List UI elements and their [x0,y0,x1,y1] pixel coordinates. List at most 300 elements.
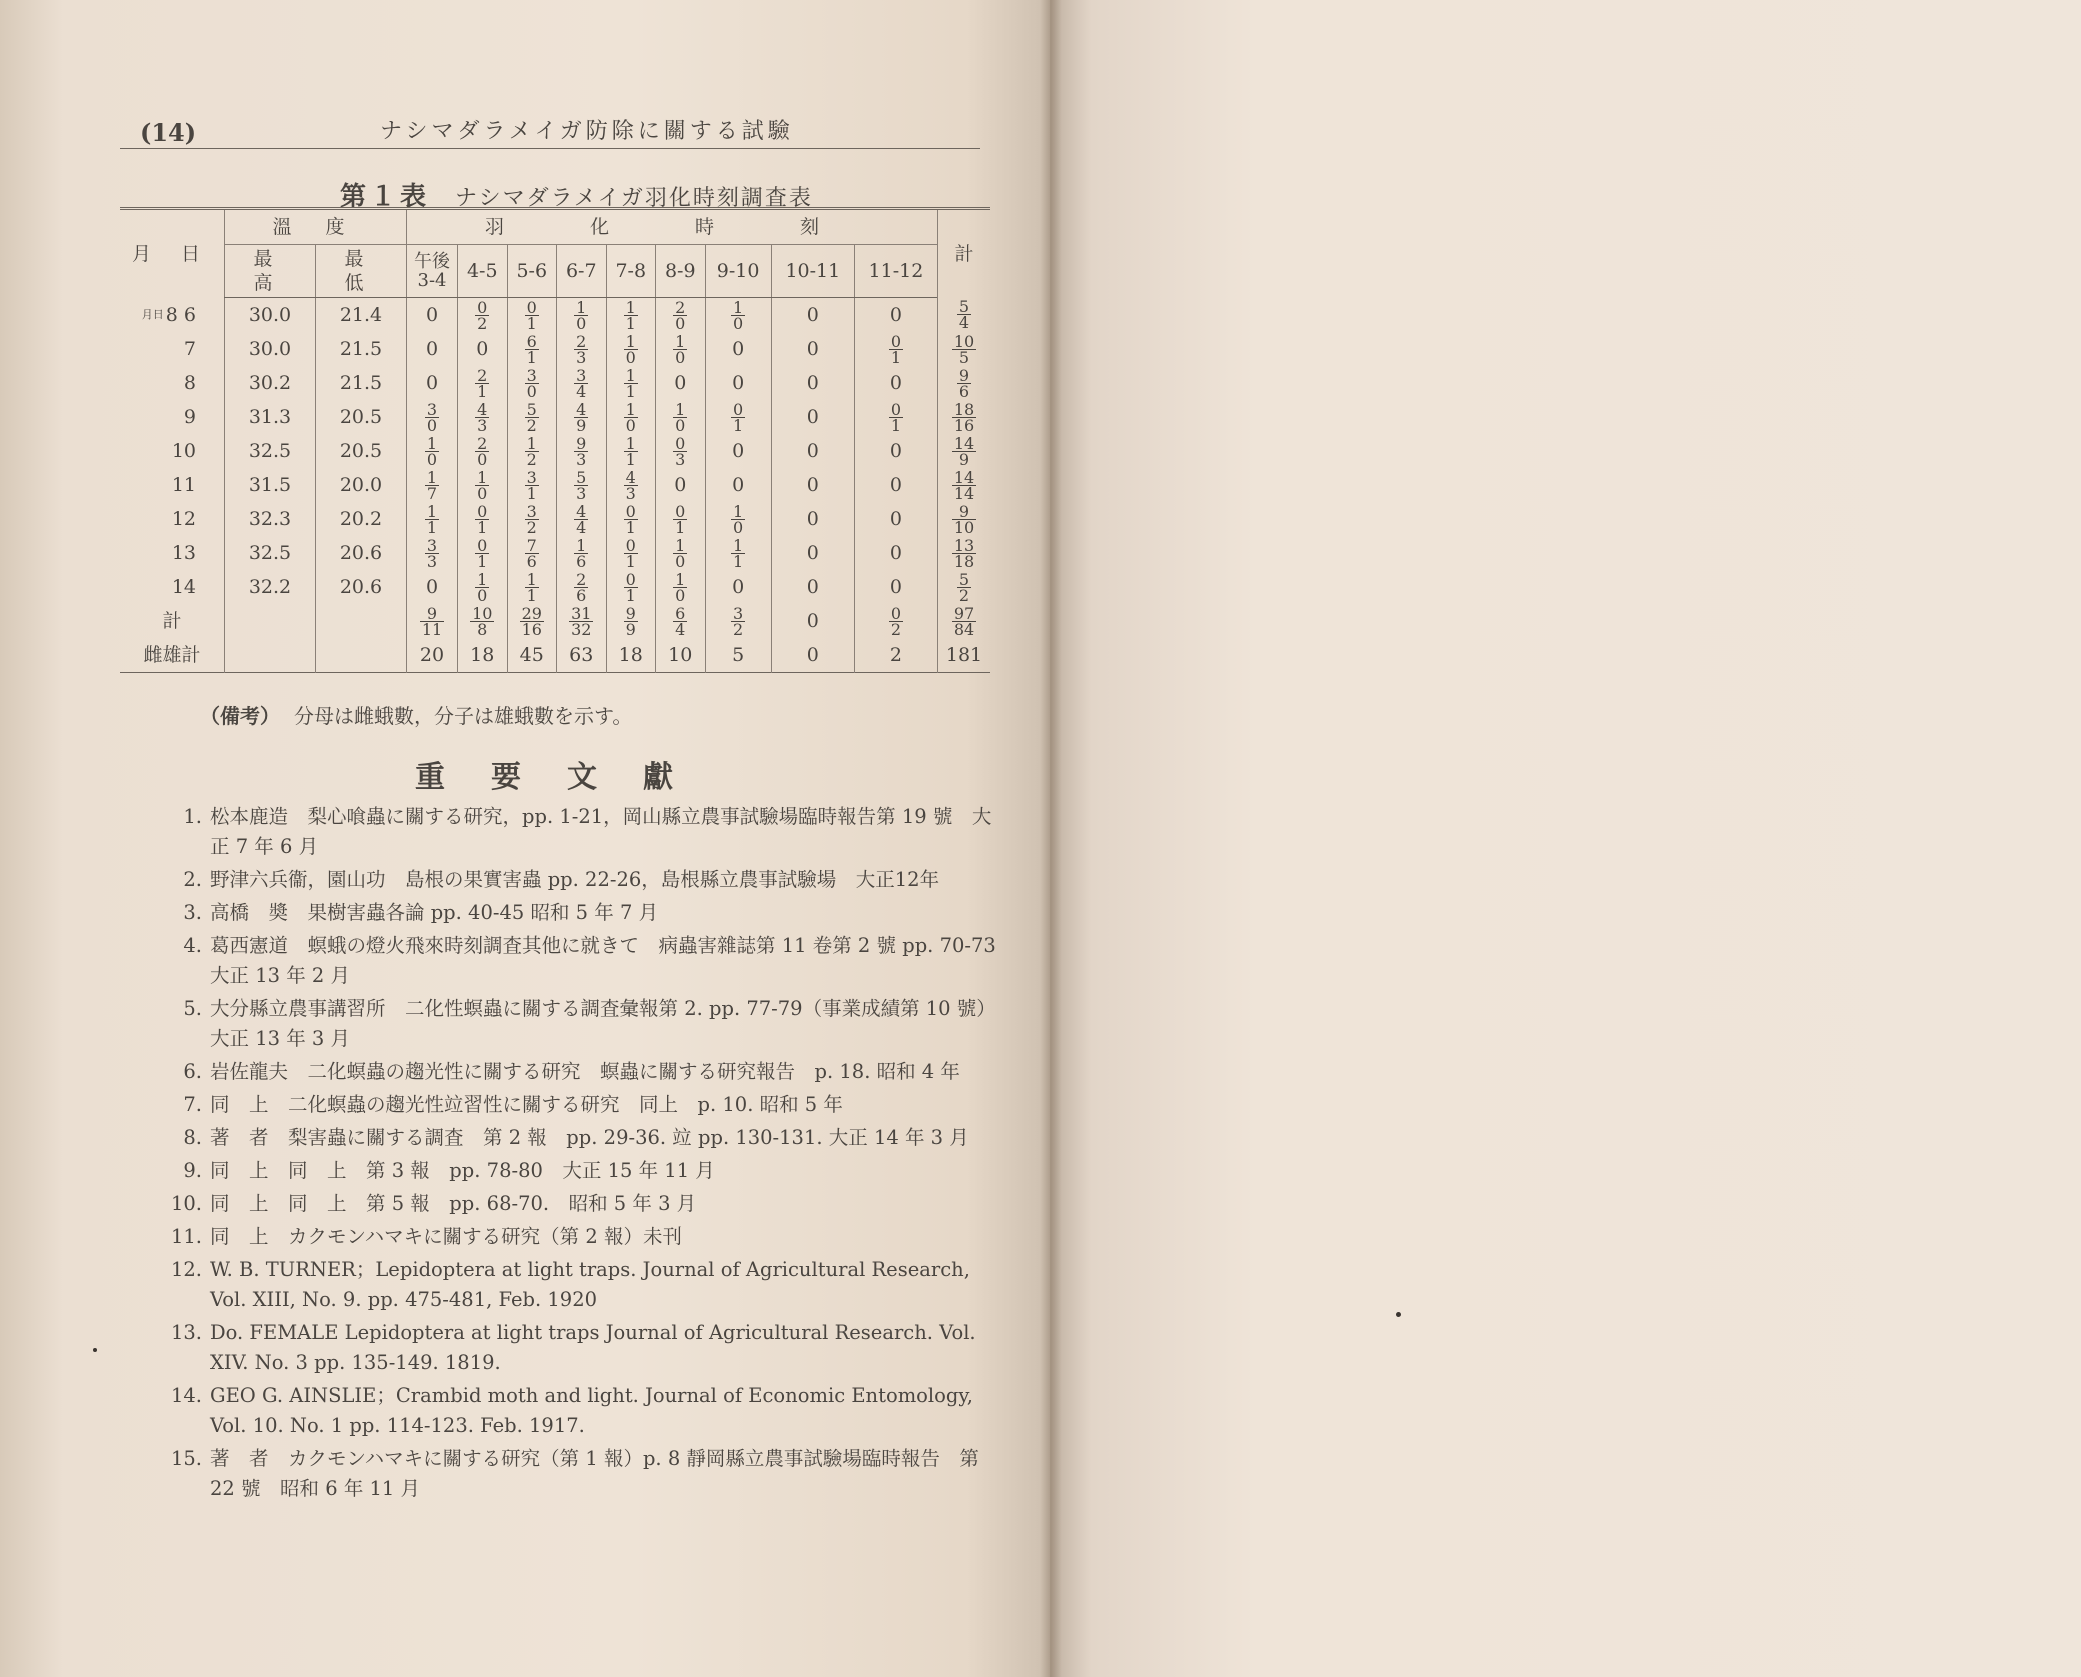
count-cell [507,434,557,468]
fraction [952,501,976,537]
date-cell: 11 [171,474,196,496]
fraction [624,467,638,503]
count-cell: 0 [407,332,458,366]
male-count: 0 [477,297,488,317]
male-count: 4 [477,399,488,419]
male-count: 1 [675,569,686,589]
temp-max-cell: 32.2 [225,570,316,604]
reference-item [160,1222,1000,1252]
male-count: 18 [953,399,975,419]
reference-item [160,994,1000,1054]
male-count: 0 [890,399,902,419]
female-count: 16 [953,415,975,435]
female-count: 2 [526,415,537,435]
count-cell: 0 [705,366,771,400]
temp-min-cell: 21.5 [316,366,407,400]
male-count: 3 [526,467,537,487]
col-temp-max: 最 高 [225,245,316,298]
female-count: 2 [526,517,537,537]
fraction [425,467,439,503]
empty-cell [225,638,316,673]
temp-min-cell: 21.5 [316,332,407,366]
reference-text: 大分縣立農事講習所 二化性螟蟲に關する調査彙報第 2. pp. 77-79（事業成績第 10 號）大正 13 年 3 月 [210,997,996,1050]
count-cell: 0 [854,570,937,604]
sum-cell: 0 [771,604,854,638]
female-count: 0 [477,483,488,503]
date-cell: 12 [171,508,196,530]
count-cell [507,502,557,536]
count-cell [705,502,771,536]
fraction [731,603,745,639]
total-cell [938,536,991,570]
table-row [120,298,990,333]
fraction [420,603,444,639]
reference-number: 3. [183,901,202,924]
count-cell: 0 [854,536,937,570]
count-cell [507,536,557,570]
count-cell: 0 [854,298,937,333]
fraction [952,467,976,503]
fraction [525,535,539,571]
male-count: 0 [675,501,686,521]
fraction [574,467,588,503]
temp-min-cell: 20.6 [316,570,407,604]
male-count: 5 [958,569,970,589]
male-count: 7 [526,535,537,555]
count-cell [458,570,508,604]
fraction [952,399,976,435]
female-count: 2 [958,585,970,605]
female-count: 11 [421,619,443,639]
count-cell [407,434,458,468]
fraction [425,535,439,571]
grand-cell: 18 [458,638,508,673]
table-row [120,366,990,400]
table-row [120,536,990,570]
fraction [957,297,971,333]
male-count: 9 [958,501,970,521]
temp-min-cell: 20.6 [316,536,407,570]
female-count: 1 [625,585,636,605]
fraction [889,399,903,435]
fraction [574,331,588,367]
fraction [957,365,971,401]
grand-cell: 0 [771,638,854,673]
male-count: 10 [953,331,975,351]
count-cell [557,570,607,604]
count-cell [407,400,458,434]
reference-number: 14. [170,1384,202,1407]
female-count: 1 [625,551,636,571]
reference-text: GEO G. AINSLIE；Crambid moth and light. Journal of Economic Entomology, Vol. 10. No. 1 pp. 114-123. Feb. 1917. [210,1384,974,1437]
male-count: 1 [426,501,438,521]
sum-label: 計 [162,610,182,632]
date-cell: 14 [171,576,196,598]
date-value: 8 6 [165,303,196,326]
fraction [889,331,903,367]
table-title: ナシマダラメイガ羽化時刻調査表 [455,186,813,211]
female-count: 1 [477,551,488,571]
col-slot: 6-7 [557,245,607,298]
count-cell [656,570,706,604]
grand-cell: 5 [705,638,771,673]
count-cell [656,434,706,468]
reference-text: 同 上 二化螟蟲の趨光性竝習性に關する研究 同上 p. 10. 昭和 5 年 [210,1093,843,1116]
reference-number: 5. [183,997,202,1020]
male-count: 5 [958,297,970,317]
fraction [475,365,489,401]
male-count: 0 [526,297,537,317]
male-count: 1 [625,399,636,419]
male-count: 1 [733,501,744,521]
count-cell: 0 [854,468,937,502]
male-count: 4 [576,399,587,419]
sum-total-cell [938,604,991,638]
grand-total-row [120,638,990,673]
sum-cell [854,604,937,638]
fraction [731,399,745,435]
male-count: 2 [675,297,686,317]
male-count: 1 [625,297,636,317]
total-cell [938,366,991,400]
female-count: 9 [576,415,587,435]
count-cell [705,298,771,333]
reference-number: 15. [170,1447,202,1470]
reference-text: 著 者 梨害蟲に關する調査 第 2 報 pp. 29-36. 竝 pp. 130-131. 大正 14 年 3 月 [210,1126,969,1149]
count-cell: 0 [771,366,854,400]
reference-item [160,1381,1000,1441]
female-count: 3 [625,483,636,503]
female-count: 0 [675,415,686,435]
reference-number: 4. [183,934,202,957]
male-count: 14 [953,467,975,487]
female-count: 10 [953,517,975,537]
fraction [525,467,539,503]
male-count: 4 [576,501,587,521]
male-count: 1 [733,297,744,317]
female-count: 4 [576,381,587,401]
fraction [574,399,588,435]
female-count: 3 [576,347,587,367]
female-count: 0 [526,381,537,401]
temp-min-cell: 20.2 [316,502,407,536]
female-count: 2 [733,619,744,639]
male-count: 3 [526,365,537,385]
fraction [624,603,638,639]
col-temperature: 溫 度 [225,209,407,245]
fraction [574,535,588,571]
male-count: 4 [625,467,636,487]
count-cell [606,434,656,468]
female-count: 1 [426,517,438,537]
reference-item [160,1189,1000,1219]
fraction [525,365,539,401]
fraction [673,433,687,469]
male-count: 6 [675,603,686,623]
male-count: 1 [576,297,587,317]
fraction [525,501,539,537]
count-cell: 0 [407,366,458,400]
count-cell [507,298,557,333]
female-count: 0 [477,585,488,605]
female-count: 1 [477,517,488,537]
count-cell: 0 [771,434,854,468]
male-count: 9 [426,603,438,623]
female-count: 3 [576,449,587,469]
reference-number: 13. [170,1321,202,1344]
fraction [952,433,976,469]
count-cell [854,400,937,434]
male-count: 3 [426,535,438,555]
fraction [525,433,539,469]
fraction [624,399,638,435]
female-count: 2 [526,449,537,469]
col-slot: 8-9 [656,245,706,298]
page-number: (14) [140,118,197,147]
female-count: 4 [576,517,587,537]
fraction [475,501,489,537]
table-row [120,434,990,468]
table-row [120,468,990,502]
female-count: 1 [526,483,537,503]
count-cell: 0 [407,570,458,604]
reference-text: 著 者 カクモンハマキに關する研究（第 1 報）p. 8 靜岡縣立農事試驗場臨時報告 第 22 號 昭和 6 年 11 月 [210,1447,979,1500]
female-count: 8 [470,621,494,637]
date-unit-label: 月日 [141,307,164,321]
fraction [624,297,638,333]
fraction [574,569,588,605]
fraction [673,603,687,639]
fraction [525,569,539,605]
reference-number: 8. [183,1126,202,1149]
temp-max-cell: 30.2 [225,366,316,400]
col-slot: 4-5 [458,245,508,298]
male-count: 2 [477,365,488,385]
fraction [574,365,588,401]
count-cell: 0 [854,366,937,400]
female-count: 0 [625,415,636,435]
female-count: 9 [952,451,976,467]
fraction [624,569,638,605]
count-cell [557,332,607,366]
col-slot: 10-11 [771,245,854,298]
female-count: 3 [576,483,587,503]
female-count: 0 [675,585,686,605]
count-cell: 0 [771,298,854,333]
table-number: 第１表 [340,182,431,212]
female-count: 4 [958,313,970,333]
count-cell: 0 [771,502,854,536]
female-count: 1 [890,347,902,367]
count-cell: 0 [854,434,937,468]
female-count: 1 [625,313,636,333]
temp-max-cell: 31.3 [225,400,316,434]
male-count: 1 [426,467,438,487]
male-count: 3 [426,399,438,419]
reference-text: W. B. TURNER；Lepidoptera at light traps. Journal of Agricultural Research, Vol. XIII, No. 9. pp. 475-481, Feb. 1920 [210,1258,970,1311]
fraction [624,331,638,367]
male-count: 14 [953,433,975,453]
female-count: 4 [675,619,686,639]
temp-max-cell: 31.5 [225,468,316,502]
reference-item [160,1444,1000,1504]
temp-max-cell: 30.0 [225,332,316,366]
reference-number: 6. [183,1060,202,1083]
female-count: 0 [733,313,744,333]
col-slot: 11-12 [854,245,937,298]
female-count: 16 [521,619,542,639]
female-count: 6 [958,381,970,401]
male-count: 3 [733,603,744,623]
reference-item [160,1090,1000,1120]
fraction [475,433,489,469]
fraction [574,433,588,469]
count-cell: 0 [705,332,771,366]
male-count: 1 [526,569,537,589]
female-count: 1 [526,313,537,333]
male-count: 2 [576,569,587,589]
temp-max-cell: 32.5 [225,434,316,468]
male-count: 5 [576,467,587,487]
female-count: 0 [426,415,438,435]
male-count: 6 [526,331,537,351]
male-count: 1 [477,569,488,589]
female-count: 0 [675,313,686,333]
temp-max-cell: 32.5 [225,536,316,570]
count-cell: 0 [771,332,854,366]
female-count: 1 [733,415,744,435]
female-count: 2 [890,619,902,639]
count-cell [458,536,508,570]
female-count: 0 [576,313,587,333]
col-date: 月 日 [131,242,213,265]
female-count: 5 [952,349,976,365]
reference-number: 1. [183,805,202,828]
male-count: 1 [625,365,636,385]
male-count: 2 [477,433,488,453]
fraction [624,433,638,469]
count-cell [854,332,937,366]
male-count: 9 [625,603,636,623]
male-count: 1 [675,331,686,351]
reference-number: 11. [170,1225,202,1248]
male-count: 1 [675,399,686,419]
fraction [475,569,489,605]
count-cell [458,400,508,434]
empty-cell [316,604,407,638]
table-row [120,400,990,434]
fraction [425,501,439,537]
count-cell: 0 [771,468,854,502]
female-count: 1 [625,517,636,537]
male-count: 1 [526,433,537,453]
reference-item [160,1057,1000,1087]
female-count: 1 [526,585,537,605]
male-count: 9 [576,433,587,453]
date-cell: 7 [183,338,196,360]
male-count: 1 [426,433,438,453]
count-cell [557,536,607,570]
temp-min-cell: 21.4 [316,298,407,333]
male-count: 13 [953,535,975,555]
date-cell: 13 [171,542,196,564]
sum-cell [606,604,656,638]
male-count: 1 [733,535,744,555]
count-cell [407,502,458,536]
female-count: 84 [953,619,975,639]
temp-max-cell: 32.3 [225,502,316,536]
table-row [120,570,990,604]
female-count: 2 [477,313,488,333]
count-cell [606,468,656,502]
grand-cell: 45 [507,638,557,673]
fraction [673,535,687,571]
temp-min-cell: 20.5 [316,400,407,434]
female-count: 1 [477,381,488,401]
temp-min-cell: 20.5 [316,434,407,468]
grand-cell: 10 [656,638,706,673]
male-count: 0 [890,331,902,351]
fraction [525,331,539,367]
count-cell [507,400,557,434]
reference-text: 松本鹿造 梨心喰蟲に關する研究，pp. 1-21，岡山縣立農事試驗場臨時報告第 19 號 大正 7 年 6 月 [210,805,992,858]
reference-item [160,802,1000,862]
reference-text: 同 上 同 上 第 5 報 pp. 68-70. 昭和 5 年 3 月 [210,1192,697,1215]
book-gutter [1040,0,1062,1677]
female-count: 3 [477,415,488,435]
count-cell [407,536,458,570]
emergence-table [120,207,990,673]
reference-text: 岩佐龍夫 二化螟蟲の趨光性に關する研究 螟蟲に關する研究報告 p. 18. 昭和 4 年 [210,1060,960,1083]
male-count: 0 [625,501,636,521]
reference-number: 7. [183,1093,202,1116]
sum-cell [507,604,557,638]
count-cell [557,434,607,468]
male-count: 0 [477,501,488,521]
female-count: 18 [953,551,975,571]
fraction [673,399,687,435]
table-remarks [200,700,632,729]
male-count: 5 [526,399,537,419]
fraction [731,501,745,537]
count-cell [557,468,607,502]
table-body [120,298,990,673]
count-cell [606,332,656,366]
male-count: 10 [472,603,493,623]
count-cell: 0 [771,570,854,604]
col-total: 計 [938,209,991,298]
reference-text: Do. FEMALE Lepidoptera at light traps Journal of Agricultural Research. Vol. XIV. No. 3 pp. 135-149. 1819. [210,1321,976,1374]
running-title: ナシマダラメイガ防除に關する試驗 [380,119,794,144]
remarks-label: （備考） [200,704,280,728]
female-count: 3 [675,449,686,469]
table-row [120,502,990,536]
total-cell [938,400,991,434]
reference-item [160,931,1016,991]
count-cell [606,366,656,400]
reference-text: 同 上 同 上 第 3 報 pp. 78-80 大正 15 年 11 月 [210,1159,715,1182]
male-count: 0 [890,603,902,623]
col-slot: 午後 3-4 [407,245,458,298]
date-cell: 10 [171,440,196,462]
female-count: 6 [576,585,587,605]
fraction [731,297,745,333]
count-cell [656,298,706,333]
female-count: 1 [625,381,636,401]
ink-speck [1396,1312,1401,1317]
ink-speck [93,1348,97,1352]
female-count: 7 [426,483,438,503]
